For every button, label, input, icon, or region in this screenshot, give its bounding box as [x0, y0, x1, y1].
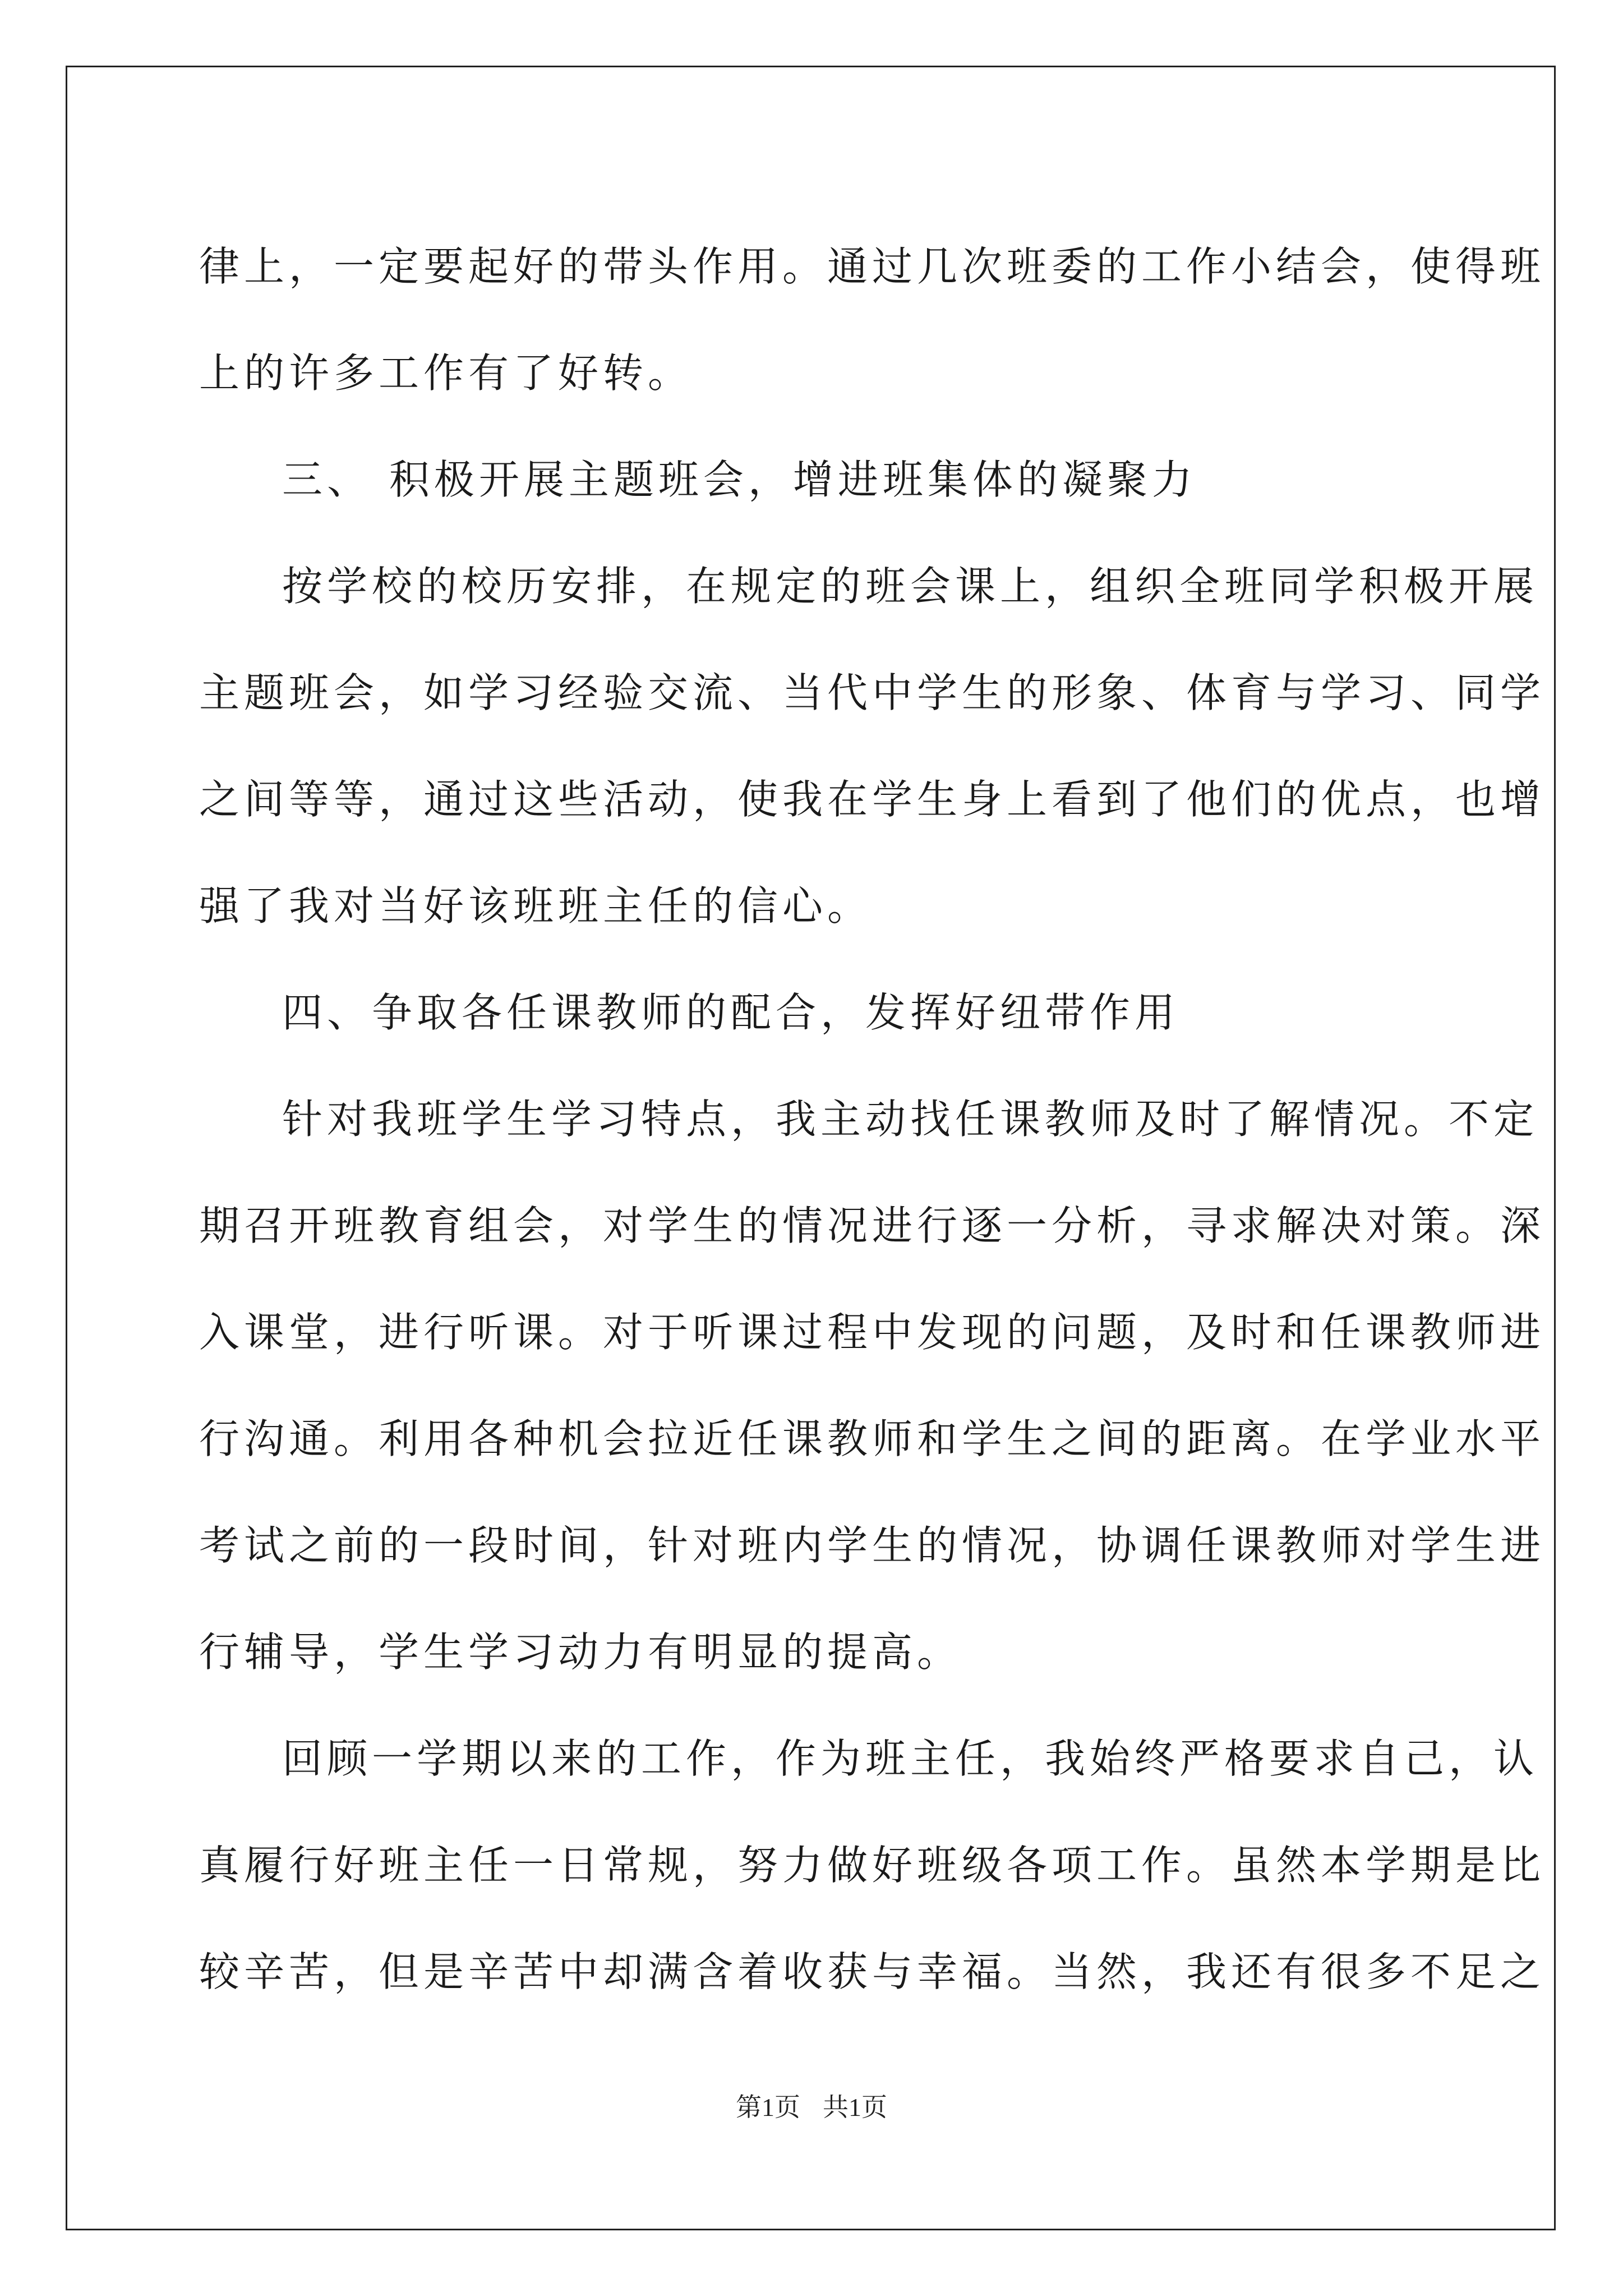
text-line: 期召开班教育组会，对学生的情况进行逐一分析，寻求解决对策。深: [199, 1202, 1546, 1249]
text-line: 强了我对当好该班班主任的信心。: [199, 882, 873, 930]
text-line: 上的许多工作有了好转。: [199, 349, 693, 397]
page-total: 共1页: [823, 2093, 887, 2122]
text-line: 主题班会，如学习经验交流、当代中学生的形象、体育与学习、同学: [199, 669, 1546, 716]
text-line: 较辛苦，但是辛苦中却满含着收获与幸福。当然，我还有很多不足之: [199, 1948, 1546, 1995]
text-line: 行沟通。利用各种机会拉近任课教师和学生之间的距离。在学业水平: [199, 1415, 1546, 1462]
text-line: 按学校的校历安排，在规定的班会课上，组织全班同学积极开展: [282, 563, 1539, 610]
text-line: 考试之前的一段时间，针对班内学生的情况，协调任课教师对学生进: [199, 1522, 1546, 1569]
text-line: 针对我班学生学习特点，我主动找任课教师及时了解情况。不定: [282, 1096, 1539, 1143]
section-heading: 三、 积极开展主题班会，增进班集体的凝聚力: [282, 456, 1197, 503]
text-line: 真履行好班主任一日常规，努力做好班级各项工作。虽然本学期是比: [199, 1842, 1546, 1889]
section-heading: 四、争取各任课教师的配合，发挥好纽带作用: [282, 989, 1180, 1036]
page-number: 第1页: [736, 2093, 800, 2122]
page-footer: [0, 2087, 1623, 2124]
text-line: 行辅导，学生学习动力有明显的提高。: [199, 1628, 962, 1676]
text-line: 律上，一定要起好的带头作用。通过几次班委的工作小结会，使得班: [199, 243, 1546, 290]
text-line: 之间等等，通过这些活动，使我在学生身上看到了他们的优点，也增: [199, 776, 1546, 823]
text-line: 入课堂，进行听课。对于听课过程中发现的问题，及时和任课教师进: [199, 1309, 1546, 1356]
text-line: 回顾一学期以来的工作，作为班主任，我始终严格要求自己，认: [282, 1735, 1539, 1782]
document-body: [199, 213, 1546, 2025]
